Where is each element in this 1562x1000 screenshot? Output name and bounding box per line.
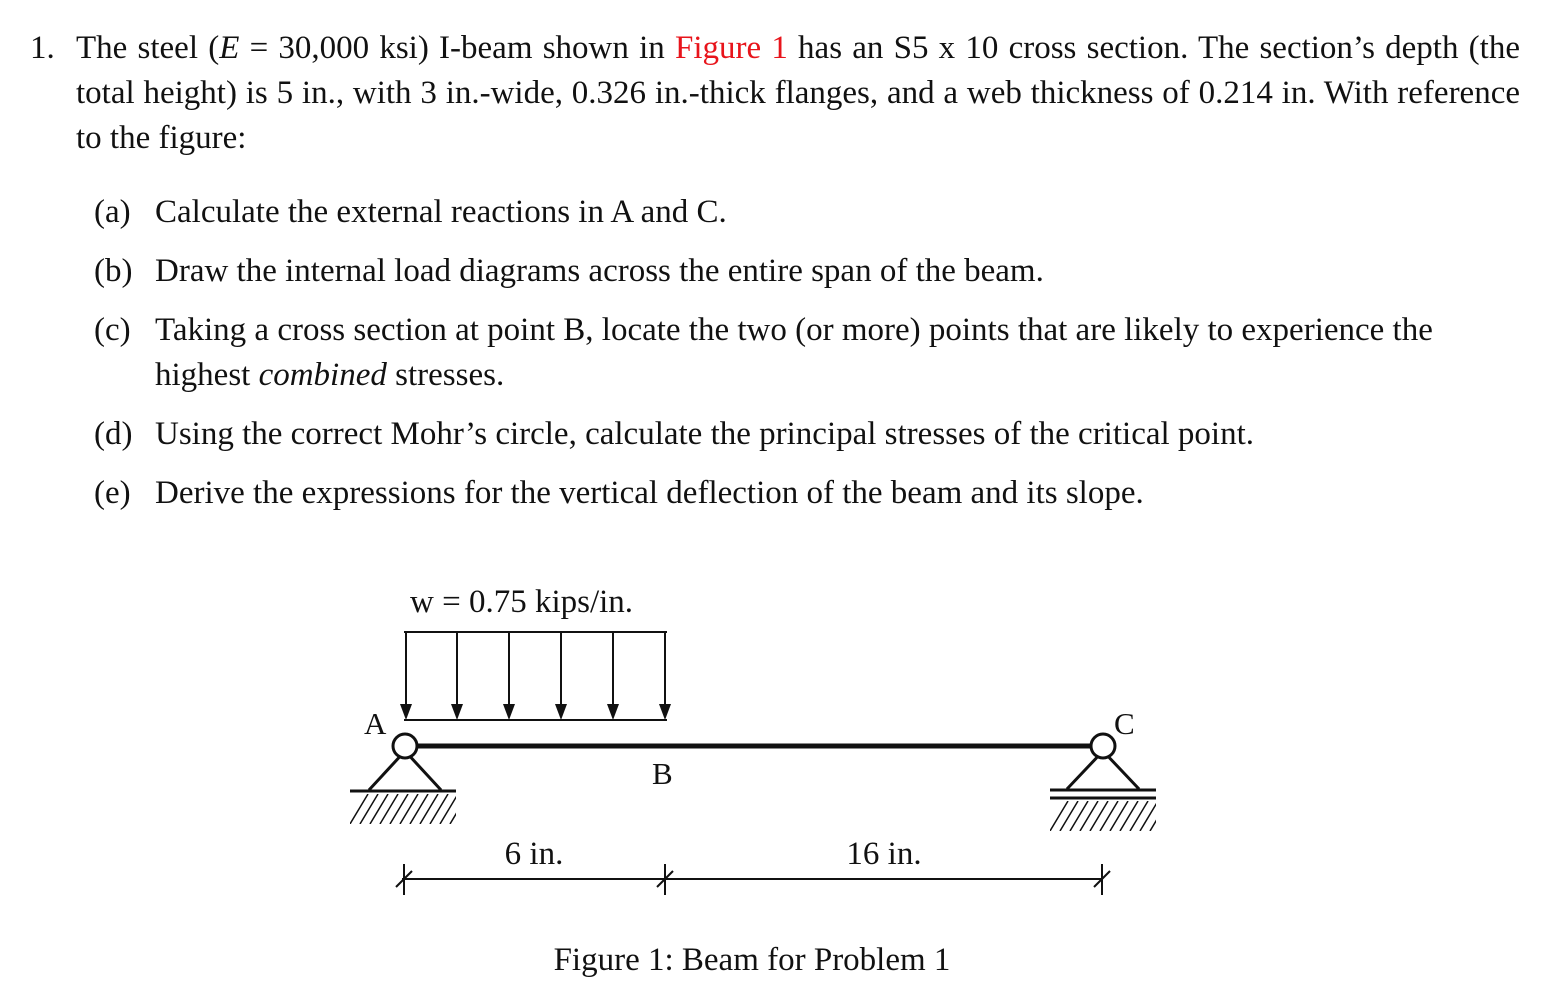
task-label: (a) xyxy=(94,194,131,230)
load-arrow xyxy=(451,632,463,720)
load-arrow xyxy=(659,632,671,720)
dimension-ab-label: 6 in. xyxy=(504,836,564,872)
distributed-load xyxy=(400,632,671,720)
point-c-label: C xyxy=(1114,706,1135,741)
task-text: Derive the expressions for the vertical deflection of the beam and its slope. xyxy=(155,475,1144,511)
figure-reference-link[interactable]: Figure 1 xyxy=(674,30,788,66)
task-label: (c) xyxy=(94,312,131,348)
intro-part1: The steel ( xyxy=(76,30,220,66)
task-text-after: stresses. xyxy=(386,357,505,393)
task-text: Using the correct Mohr’s circle, calculate the principal stresses of the critical point. xyxy=(155,416,1254,452)
task-text: Draw the internal load diagrams across the entire span of the beam. xyxy=(155,253,1044,289)
figure-caption: Figure 1: Beam for Problem 1 xyxy=(553,942,951,978)
point-a-label: A xyxy=(364,706,387,741)
load-arrow xyxy=(555,632,567,720)
modulus-symbol: E xyxy=(219,30,240,66)
load-label: w = 0.75 kips/in. xyxy=(410,584,634,620)
intro-part3: has an S5 x 10 cross section. The section’s depth (the total height) is 5 in., with 3 in.-wide, 0.326 in.-thick flanges, and a web thickness of 0.214 in. With reference to the figure: xyxy=(76,30,1520,156)
task-label: (e) xyxy=(94,475,131,511)
load-arrow xyxy=(607,632,619,720)
task-label: (d) xyxy=(94,416,133,452)
problem-number: 1. xyxy=(30,30,55,66)
dimension-line xyxy=(396,864,1110,895)
load-arrow xyxy=(503,632,515,720)
load-arrow xyxy=(400,632,412,720)
dimension-bc-label: 16 in. xyxy=(846,836,922,872)
task-text-before: Taking a cross section at point B, locate the two (or more) points that are likely to experience the highest xyxy=(155,312,1433,393)
task-label: (b) xyxy=(94,253,133,289)
point-b-label: B xyxy=(652,756,673,791)
task-text: Calculate the external reactions in A and C. xyxy=(155,194,727,230)
intro-part2: = 30,000 ksi) I-beam shown in xyxy=(239,30,675,66)
roller-support-c xyxy=(1050,734,1168,831)
task-emphasis: combined xyxy=(258,357,387,393)
